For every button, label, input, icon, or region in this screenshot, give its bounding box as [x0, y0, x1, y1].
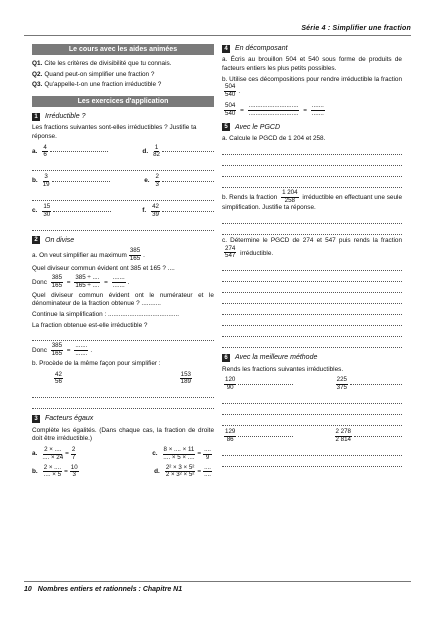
answer-line[interactable]	[222, 395, 402, 404]
exercise-2-donc-2: Donc $\frac{385}{165}$ = $\frac{.......}{.......}$ .	[32, 342, 93, 358]
fraction-item: $\frac{225}{375}$	[334, 377, 402, 392]
answer-line[interactable]	[222, 328, 402, 337]
page-number: 10	[24, 586, 32, 593]
answer-line[interactable]	[222, 157, 402, 166]
answer-line[interactable]	[222, 273, 402, 282]
answer-line[interactable]	[32, 389, 214, 398]
exercise-2-t2: Quel diviseur commun évident ont le numérateur et le dénominateur de la fraction obtenue ? ...........	[32, 291, 214, 308]
exercise-6-heading: 6 Avec la meilleure méthode	[222, 353, 402, 362]
answer-line[interactable]	[222, 406, 402, 415]
exercise-3-heading: 3 Facteurs égaux	[32, 414, 214, 423]
equality-d: d. $\frac{\text{2² × 3 × 5²}}{\text{2 × 3² × 5²}}$ = $\frac{....}{....}$	[154, 463, 211, 479]
answer-line[interactable]	[32, 400, 214, 409]
answer-line[interactable]	[222, 339, 402, 348]
exercise-6-text: Rends les fractions suivantes irréductibles.	[222, 365, 344, 373]
chapter-title: Nombres entiers et rationnels : Chapitre N1	[37, 586, 183, 593]
equality-a: a. $\frac{2 \times ....}{.... \times 24}$ = $\frac{2}{7}$	[32, 446, 76, 461]
fraction-42-56: $\frac{42}{56}$	[55, 370, 62, 386]
exercise-3-text: Complète les égalités. (Dans chaque cas, la fraction de droite doit être irréductible.)	[32, 426, 214, 443]
fraction-item: $\frac{129}{86}$	[222, 429, 293, 444]
exercises-banner: Les exercices d'application	[32, 96, 214, 107]
fraction-item: a. $\frac{4}{6}$	[32, 145, 108, 160]
exercise-2-a: a. On veut simplifier au maximum $\frac{385}{165}$ .	[32, 246, 145, 262]
exercise-1-heading: 1 Irréductible ?	[32, 112, 214, 121]
answer-line[interactable]	[222, 317, 402, 326]
answer-line[interactable]	[222, 215, 402, 224]
exercise-1-text: Les fractions suivantes sont-elles irréductibles ? Justifie ta réponse.	[32, 124, 197, 140]
answer-line[interactable]	[222, 458, 402, 467]
fraction-item: c. $\frac{15}{30}$	[32, 204, 111, 219]
fraction-item: b. $\frac{3}{19}$	[32, 174, 110, 189]
exercise-5-c: c. Détermine le PGCD de 274 et 547 puis rends la fraction $\frac{274}{547}$ irréductible.	[222, 236, 402, 260]
answer-line[interactable]	[222, 447, 402, 456]
fraction-item: f. $\frac{42}{39}$	[142, 204, 214, 219]
answer-line[interactable]	[222, 306, 402, 315]
page-footer	[24, 581, 411, 597]
fraction-153-189: $\frac{153}{189}$	[180, 370, 191, 386]
equality-c: c. $\frac{8 \times .... \times 11}{.... \times 5 \times ....}$ = $\frac{....}{9}$	[152, 446, 211, 461]
answer-line[interactable]	[32, 162, 214, 171]
exercise-4-heading: 4 En décomposant	[222, 44, 402, 53]
exercise-2-t3: Continue la simplification : ........................................	[32, 311, 180, 319]
fraction-item: e. $\frac{2}{3}$	[144, 174, 214, 189]
answer-line[interactable]	[222, 295, 402, 304]
answer-line[interactable]	[32, 192, 214, 201]
fraction-item: d. $\frac{1}{82}$	[142, 145, 214, 160]
right-column	[222, 40, 402, 469]
answer-line[interactable]	[222, 417, 402, 426]
fraction-item: $\frac{120}{90}$	[222, 377, 293, 392]
exercise-5-a: a. Calcule le PGCD de 1 204 et 258.	[222, 135, 326, 143]
answer-line[interactable]	[222, 262, 402, 271]
exercise-4-a: a. Écris au brouillon 504 et 540 sous forme de produits de facteurs entiers les plus petits possibles.	[222, 56, 402, 73]
answer-line[interactable]	[32, 222, 214, 231]
answer-line[interactable]	[222, 284, 402, 293]
course-banner: Le cours avec les aides animées	[32, 44, 214, 55]
answer-line[interactable]	[222, 179, 402, 188]
exercise-2-t1: Quel diviseur commun évident ont 385 et 165 ? ....	[32, 264, 175, 272]
fraction-item: $\frac{2 278}{2 814}$	[333, 429, 402, 444]
exercise-2-donc: Donc $\frac{385}{165}$ = $\frac{385 \div ....}{165 \div ....}$ = $\frac{.......}{.......}$ .	[32, 274, 130, 290]
page-header: Série 4 : Simplifier une fraction	[24, 22, 411, 36]
exercise-4-b: b. Utilise ces décompositions pour rendre irréductible la fraction $\frac{504}{540}$ .	[222, 75, 402, 99]
question-2: Q2. Quand peut-on simplifier une fraction ?	[32, 70, 155, 78]
exercise-2-heading: 2 On divise	[32, 236, 214, 245]
equality-b: b. $\frac{2 \times ....}{.... \times 5}$ = $\frac{10}{3}$	[32, 463, 78, 479]
answer-line[interactable]	[222, 168, 402, 177]
exercise-2-t4: La fraction obtenue est-elle irréductible ?	[32, 321, 148, 329]
exercise-5-heading: 5 Avec le PGCD	[222, 123, 402, 132]
answer-line[interactable]	[222, 226, 402, 235]
exercise-5-b: b. Rends la fraction $\frac{1 204}{258}$ irréductible en effectuant une seule simplification. Justifie ta réponse.	[222, 188, 402, 212]
exercise-2-b: b. Procède de la même façon pour simplifier :	[32, 360, 161, 368]
answer-line[interactable]	[32, 332, 214, 341]
exercise-4-answer: $\frac{504}{540}$ = $\frac{.............................}{.............................}$ = $\frac{.......}{.......}$	[225, 101, 324, 117]
question-1: Q1. Cite les critères de divisibilité que tu connais.	[32, 60, 172, 67]
question-3: Q3. Qu'appelle-t-on une fraction irréductible ?	[32, 81, 162, 89]
answer-line[interactable]	[222, 146, 402, 155]
left-column	[32, 40, 214, 482]
